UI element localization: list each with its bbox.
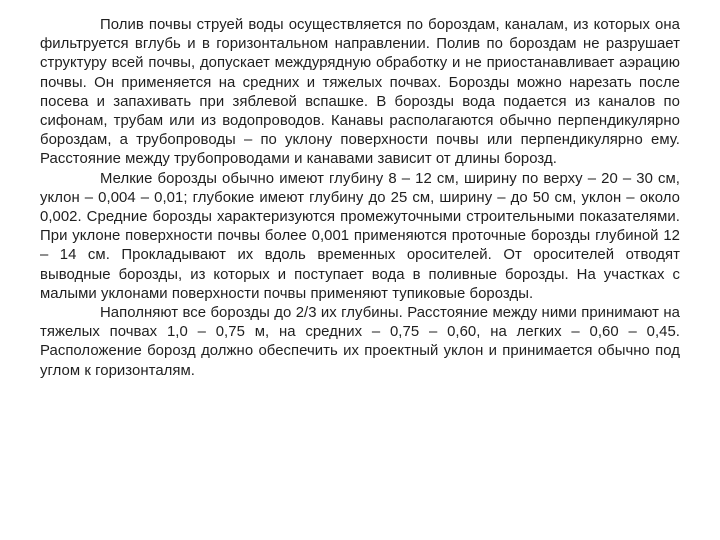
paragraph-1-start: Полив почвы струей воды осуществляется bbox=[100, 17, 407, 33]
paragraph-furrow-dimensions: Мелкие борозды обычно имеют глубину 8 – 12 см, ширину по верху – 20 – 30 см, уклон – 0,004 – 0,01; глубокие имеют глубину до 25 см, ширину – до 50 см, уклон – около 0,002. Средние борозды характеризуются промежуточными строительными показателями. При уклоне поверхности почвы более 0,001 применяются проточные борозды глубиной 12 – 14 см. Прокладывают их вдоль временных оросителей. От оросителей отводят выводные борозды, из которых и поступает вода в поливные борозды. На участках с малыми уклонами поверхности почвы применяют тупиковые борозды. bbox=[40, 170, 680, 302]
paragraph-furrow-irrigation-intro bbox=[40, 16, 680, 170]
paragraph-1-rest: , каналам, из которых она фильтруется вглубь и в горизонтальном направлении. Полив по бороздам не разрушает структуру всей почвы, допускает междурядную обработку и не приостанавливает аэрацию почвы. Он применяется на средних и тяжелых почвах. Борозды можно нарезать после посева и запахивать при зяблевой вспашке. В борозды вода подается из каналов по сифонам, трубам или из водопроводов. Канавы располагаются обычно перпендикулярно бороздам, а трубопроводы – по уклону поверхности почвы или перпендикулярно ему. Расстояние между трубопроводами и канавами зависит от длины борозд. bbox=[40, 17, 680, 168]
paragraph-furrow-filling: Наполняют все борозды до 2/3 их глубины. Расстояние между ними принимают на тяжелых почвах 1,0 – 0,75 м, на средних – 0,75 – 0,60, на легких – 0,60 – 0,45. Расположение борозд должно обеспечить их проектный уклон и принимается обычно под углом к горизонталям. bbox=[40, 305, 680, 379]
emphasis-po-borozdam: по бороздам bbox=[406, 17, 496, 33]
